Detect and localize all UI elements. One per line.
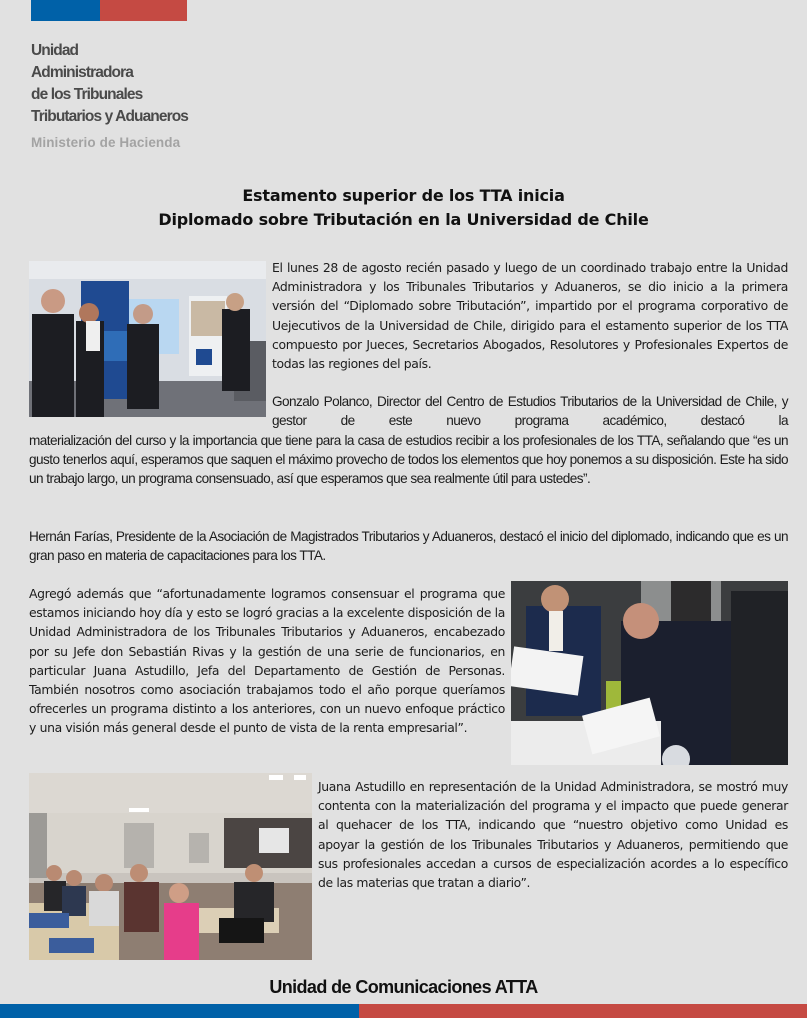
paragraph-4: Agregó además que “afortunadamente logramos consensuar el programa que estamos iniciando hoy día y esto se logró gracias a la excelente disposición de la Unidad Administradora de los Tribunales Tributarios y Aduaneros, encabezado por su Jefe don Sebastián Rivas y la gestión de una serie de funcionarios, en particular Juana Astudillo, Jefa del Departamento de Gestión de Personas. También nosotros como asociación trabajamos todo el año porque queríamos ofrecerles un programa distinto a los anteriores, con un nuevo enfoque práctico y una visión más general desde el punto de vista de la renta empresarial”.	[29, 586, 505, 736]
logo-line: Tributarios y Aduaneros	[31, 108, 189, 125]
photo-signing	[511, 581, 788, 765]
title-line-2: Diplomado sobre Tributación en la Universidad de Chile	[158, 210, 649, 229]
paragraph-5: Juana Astudillo en representación de la Unidad Administradora, se mostró muy contenta con la materialización del programa y el impacto que puede generar al quehacer de los TTA, indicando que “nuestro objetivo como Unidad es apoyar la gestión de los Tribunales Tributarios y Aduaneros, permitiendo que sus profesionales accedan a cursos de especialización acordes a lo específico de las materias que tratan a diario”.	[318, 779, 788, 891]
paragraph-3: Hernán Farías, Presidente de la Asociación de Magistrados Tributarios y Aduaneros, destacó el inicio del diplomado, indicando que es un gran paso en materia de capacitaciones para los TTA.	[29, 529, 788, 564]
logo-line: de los Tribunales	[31, 86, 143, 103]
institution-logo	[31, 40, 188, 128]
bottom-bar-blue	[0, 1004, 359, 1018]
logo-line: Unidad	[31, 42, 79, 59]
article-title	[0, 184, 807, 232]
ministry-label: Ministerio de Hacienda	[31, 135, 181, 150]
bottom-bar-red	[359, 1004, 807, 1018]
flag-blue	[31, 0, 100, 21]
bottom-flag-bar	[0, 1004, 807, 1018]
paragraph-2-wrap: Gonzalo Polanco, Director del Centro de Estudios Tributarios de la Universidad de Chile, y gestor de este nuevo programa académico, destacó la	[272, 394, 788, 429]
paragraph-1: El lunes 28 de agosto recién pasado y luego de un coordinado trabajo entre la Unidad Administradora y los Tribunales Tributarios y Aduaneros, se dio inicio a la primera versión del “Diplomado sobre Tributación”, impartido por el programa corporativo de Uejecutivos de la Universidad de Chile, dirigido para el estamento superior de los TTA compuesto por Jueces, Secretarios Abogados, Resolutores y Profesionales Expertos de todas las regiones del país.	[272, 260, 788, 372]
photo-classroom	[29, 773, 312, 960]
paragraph-2: materialización del curso y la importancia que tiene para la casa de estudios recibir a los profesionales de los TTA, señalando que “es un gusto tenerlos aquí, esperamos que saquen el máximo provecho de todos los elementos que hoy ponemos a su disposición. Este ha sido un trabajo largo, un programa consensuado, así que esperamos que sea realmente útil para ustedes”.	[29, 433, 788, 487]
flag-bar	[31, 0, 187, 21]
photo-speakers	[29, 261, 266, 417]
title-line-1: Estamento superior de los TTA inicia	[242, 186, 565, 205]
logo-line: Administradora	[31, 64, 133, 81]
flag-red	[100, 0, 187, 21]
footer-title: Unidad de Comunicaciones ATTA	[269, 977, 538, 997]
